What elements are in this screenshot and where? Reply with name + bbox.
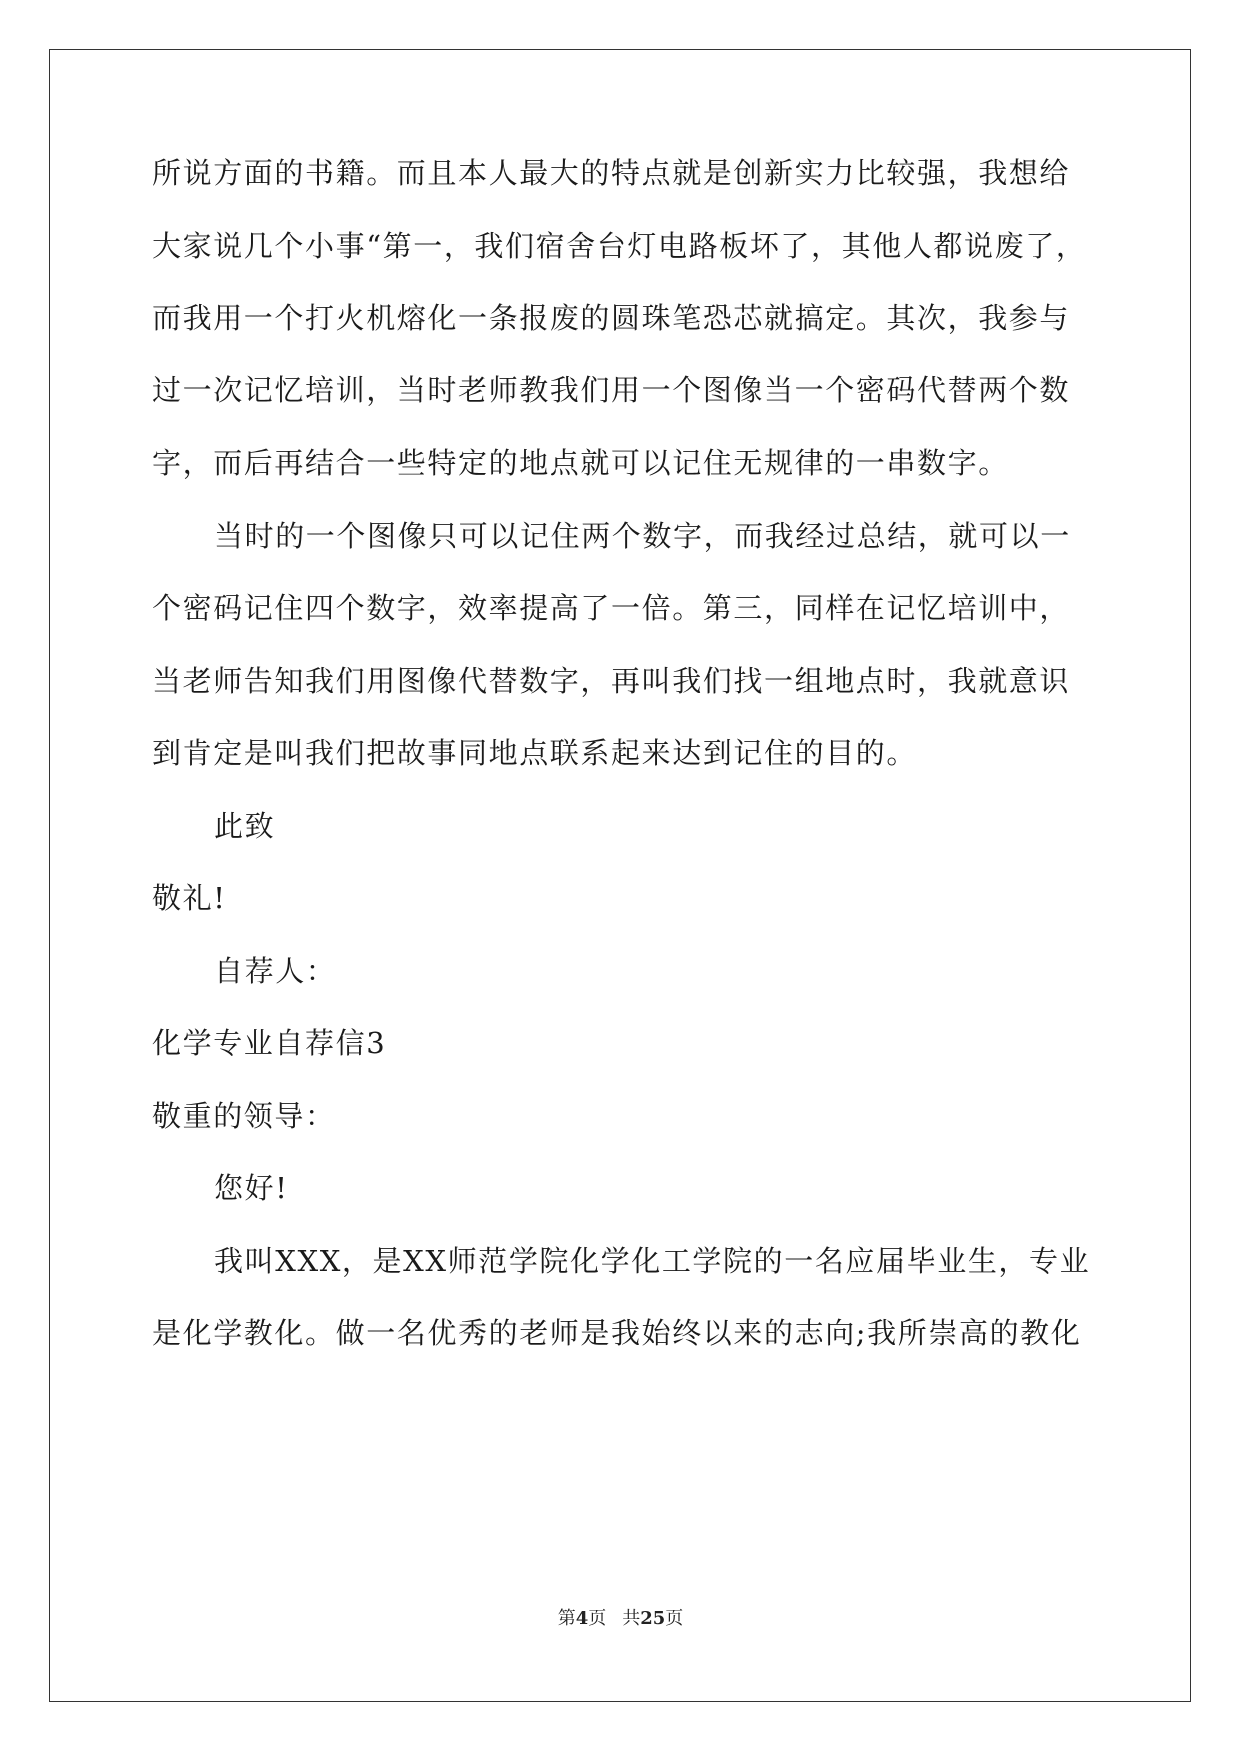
letter-title: 化学专业自荐信3 bbox=[152, 1026, 387, 1060]
footer-prefix: 第 bbox=[557, 1608, 576, 1629]
paragraph-line: 所说方面的书籍。而且本人最大的特点就是创新实力比较强，我想给 bbox=[152, 156, 1071, 190]
paragraph-line: 而我用一个打火机熔化一条报废的圆珠笔恐芯就搞定。其次，我参与 bbox=[152, 301, 1071, 335]
closing-cizhi: 此致 bbox=[214, 809, 276, 843]
paragraph-line: 当时的一个图像只可以记住两个数字，而我经过总结，就可以一 bbox=[214, 519, 1071, 553]
page-footer bbox=[0, 1607, 1241, 1631]
page-border bbox=[49, 49, 1191, 1702]
paragraph-line: 过一次记忆培训，当时老师教我们用一个图像当一个密码代替两个数 bbox=[152, 373, 1071, 407]
footer-page-suffix: 页 bbox=[588, 1608, 607, 1629]
paragraph-line: 当老师告知我们用图像代替数字，再叫我们找一组地点时，我就意识 bbox=[152, 664, 1071, 698]
signer-label: 自荐人： bbox=[214, 954, 337, 988]
paragraph-line: 我叫XXX，是XX师范学院化学化工学院的一名应届毕业生，专业 bbox=[214, 1244, 1091, 1278]
paragraph-line: 个密码记住四个数字，效率提高了一倍。第三，同样在记忆培训中， bbox=[152, 591, 1071, 625]
paragraph-line: 大家说几个小事“第一，我们宿舍台灯电路板坏了，其他人都说废了， bbox=[152, 229, 1087, 263]
closing-jingli: 敬礼! bbox=[152, 881, 227, 915]
footer-page-number: 4 bbox=[575, 1608, 589, 1629]
footer-total-prefix: 共 bbox=[622, 1608, 641, 1629]
footer-total-pages: 25 bbox=[640, 1608, 666, 1629]
paragraph-line: 到肯定是叫我们把故事同地点联系起来达到记住的目的。 bbox=[152, 736, 918, 770]
footer-total-suffix: 页 bbox=[665, 1608, 684, 1629]
paragraph-line: 是化学教化。做一名优秀的老师是我始终以来的志向;我所崇高的教化 bbox=[152, 1316, 1082, 1350]
paragraph-line: 字，而后再结合一些特定的地点就可以记住无规律的一串数字。 bbox=[152, 446, 1009, 480]
greeting: 您好! bbox=[214, 1171, 289, 1205]
salutation: 敬重的领导： bbox=[152, 1099, 336, 1133]
